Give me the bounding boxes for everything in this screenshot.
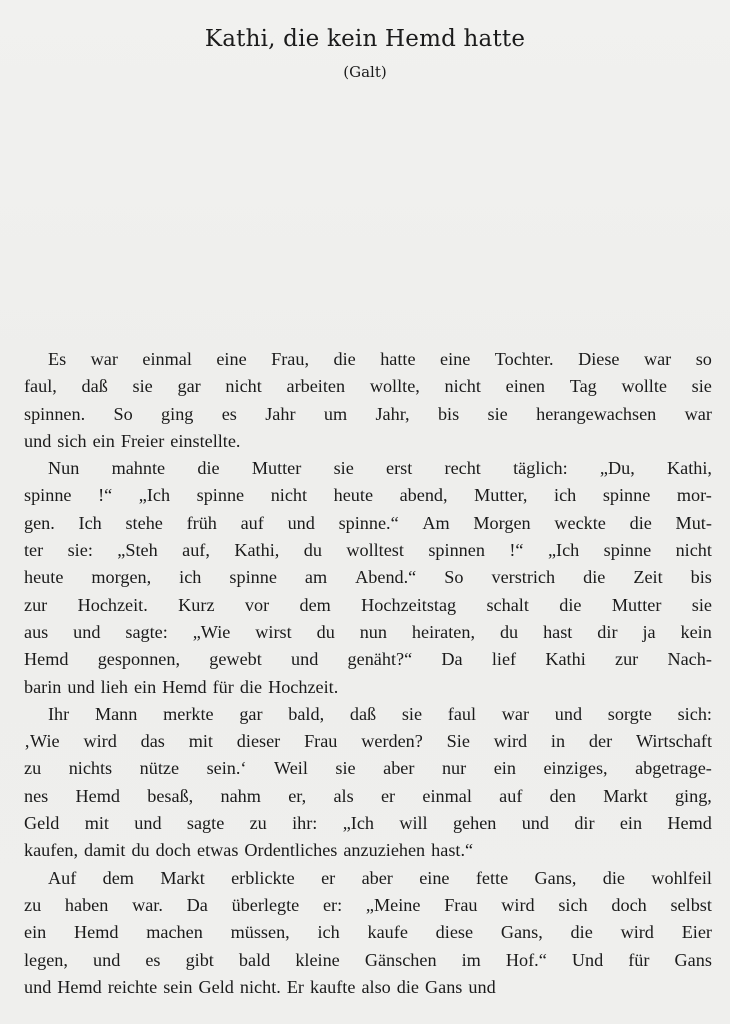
text-line: ter sie: „Steh auf, Kathi, du wolltest spinnen !“ „Ich spinne nicht bbox=[24, 540, 712, 561]
story-title: Kathi, die kein Hemd hatte bbox=[204, 26, 526, 52]
text-line: ein Hemd machen müssen, ich kaufe diese Gans, die wird Eier bbox=[24, 922, 712, 943]
text-line: und Hemd reichte sein Geld nicht. Er kaufte also die Gans und bbox=[24, 976, 496, 997]
text-line: zu haben war. Da überlegte er: „Meine Frau wird sich doch selbst bbox=[24, 894, 712, 915]
story-subtitle: (Galt) bbox=[343, 63, 387, 81]
text-line: barin und lieh ein Hemd für die Hochzeit. bbox=[24, 676, 339, 697]
text-line: zur Hochzeit. Kurz vor dem Hochzeitstag schalt die Mutter sie bbox=[24, 594, 712, 615]
text-line: Hemd gesponnen, gewebt und genäht?“ Da lief Kathi zur Nach- bbox=[24, 649, 712, 670]
text-line: spinne !“ „Ich spinne nicht heute abend, Mutter, ich spinne mor- bbox=[24, 485, 712, 506]
text-line: und sich ein Freier einstellte. bbox=[24, 430, 241, 451]
text-line: faul, daß sie gar nicht arbeiten wollte, nicht einen Tag wollte sie bbox=[24, 376, 712, 397]
text-line: Es war einmal eine Frau, die hatte eine Tochter. Diese war so bbox=[48, 349, 712, 369]
text-line: gen. Ich stehe früh auf und spinne.“ Am Morgen weckte die Mut- bbox=[24, 512, 712, 533]
story-text bbox=[24, 346, 712, 1001]
text-line: aus und sagte: „Wie wirst du nun heiraten, du hast dir ja kein bbox=[24, 621, 712, 642]
text-line: Ihr Mann merkte gar bald, daß sie faul war und sorgte sich: bbox=[48, 703, 712, 724]
text-line: kaufen, damit du doch etwas Ordentliches anzuziehen hast.“ bbox=[24, 840, 474, 861]
text-line: legen, und es gibt bald kleine Gänschen im Hof.“ Und für Gans bbox=[24, 949, 712, 970]
text-line: zu nichts nütze sein.‘ Weil sie aber nur ein einziges, abgetrage- bbox=[24, 758, 712, 779]
text-line: Auf dem Markt erblickte er aber eine fette Gans, die wohlfeil bbox=[48, 867, 712, 888]
text-line: ‚Wie wird das mit dieser Frau werden? Sie wird in der Wirtschaft bbox=[24, 731, 712, 752]
text-line: Nun mahnte die Mutter sie erst recht täglich: „Du, Kathi, bbox=[48, 458, 712, 479]
text-line: Geld mit und sagte zu ihr: „Ich will gehen und dir ein Hemd bbox=[24, 813, 712, 834]
text-line: nes Hemd besaß, nahm er, als er einmal auf den Markt ging, bbox=[24, 785, 712, 806]
text-line: heute morgen, ich spinne am Abend.“ So verstrich die Zeit bis bbox=[24, 567, 712, 588]
text-line: spinnen. So ging es Jahr um Jahr, bis sie herangewachsen war bbox=[24, 403, 712, 424]
